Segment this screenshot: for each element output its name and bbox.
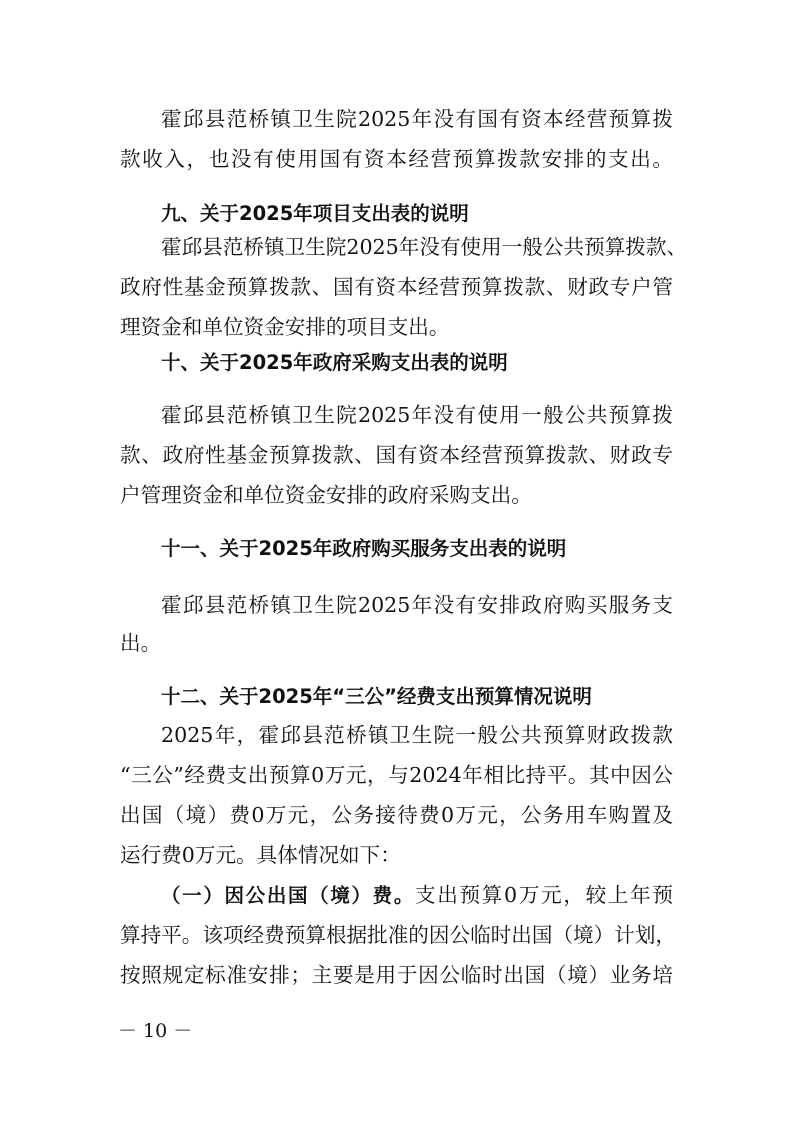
item-1-line xyxy=(161,880,673,910)
paragraph-line: 出国（境）费0万元，公务接待费0万元，公务用车购置及 xyxy=(120,803,673,827)
paragraph-line: 理资金和单位资金安排的项目支出。 xyxy=(120,315,450,339)
section-12-heading: 十二、关于2025年“三公”经费支出预算情况说明 xyxy=(161,685,592,708)
paragraph-line: 霍邱县范桥镇卫生院2025年没有使用一般公共预算拨款、 xyxy=(161,235,688,259)
paragraph-line: 霍邱县范桥镇卫生院2025年没有使用一般公共预算拨 xyxy=(161,403,673,427)
paragraph-line: 霍邱县范桥镇卫生院2025年没有国有资本经营预算拨 xyxy=(161,107,673,131)
paragraph-line: 政府性基金预算拨款、国有资本经营预算拨款、财政专户管 xyxy=(120,275,673,299)
paragraph-line: 按照规定标准安排；主要是用于因公临时出国（境）业务培 xyxy=(120,963,673,987)
paragraph-line: 户管理资金和单位资金安排的政府采购支出。 xyxy=(120,483,532,507)
paragraph-line: 款、政府性基金预算拨款、国有资本经营预算拨款、财政专 xyxy=(120,443,673,467)
page-number: － 10 － xyxy=(118,1020,193,1042)
paragraph-line: 2025年，霍邱县范桥镇卫生院一般公共预算财政拨款 xyxy=(161,723,673,747)
paragraph-line: 出。 xyxy=(120,631,162,655)
paragraph-line: 运行费0万元。具体情况如下： xyxy=(120,843,401,867)
paragraph-line: 款收入，也没有使用国有资本经营预算拨款安排的支出。 xyxy=(120,147,673,171)
paragraph-line: 霍邱县范桥镇卫生院2025年没有安排政府购买服务支 xyxy=(161,593,673,617)
paragraph-line: “三公”经费支出预算0万元，与2024年相比持平。其中因公 xyxy=(120,763,673,787)
item-1-title: （一）因公出国（境）费。 xyxy=(161,884,416,907)
section-9-heading: 九、关于2025年项目支出表的说明 xyxy=(161,202,469,225)
item-1-text: 支出预算0万元，较上年预 xyxy=(415,883,673,907)
paragraph-line: 算持平。该项经费预算根据批准的因公临时出国（境）计划， xyxy=(120,923,677,947)
section-11-heading: 十一、关于2025年政府购买服务支出表的说明 xyxy=(161,537,567,560)
section-10-heading: 十、关于2025年政府采购支出表的说明 xyxy=(161,351,508,374)
